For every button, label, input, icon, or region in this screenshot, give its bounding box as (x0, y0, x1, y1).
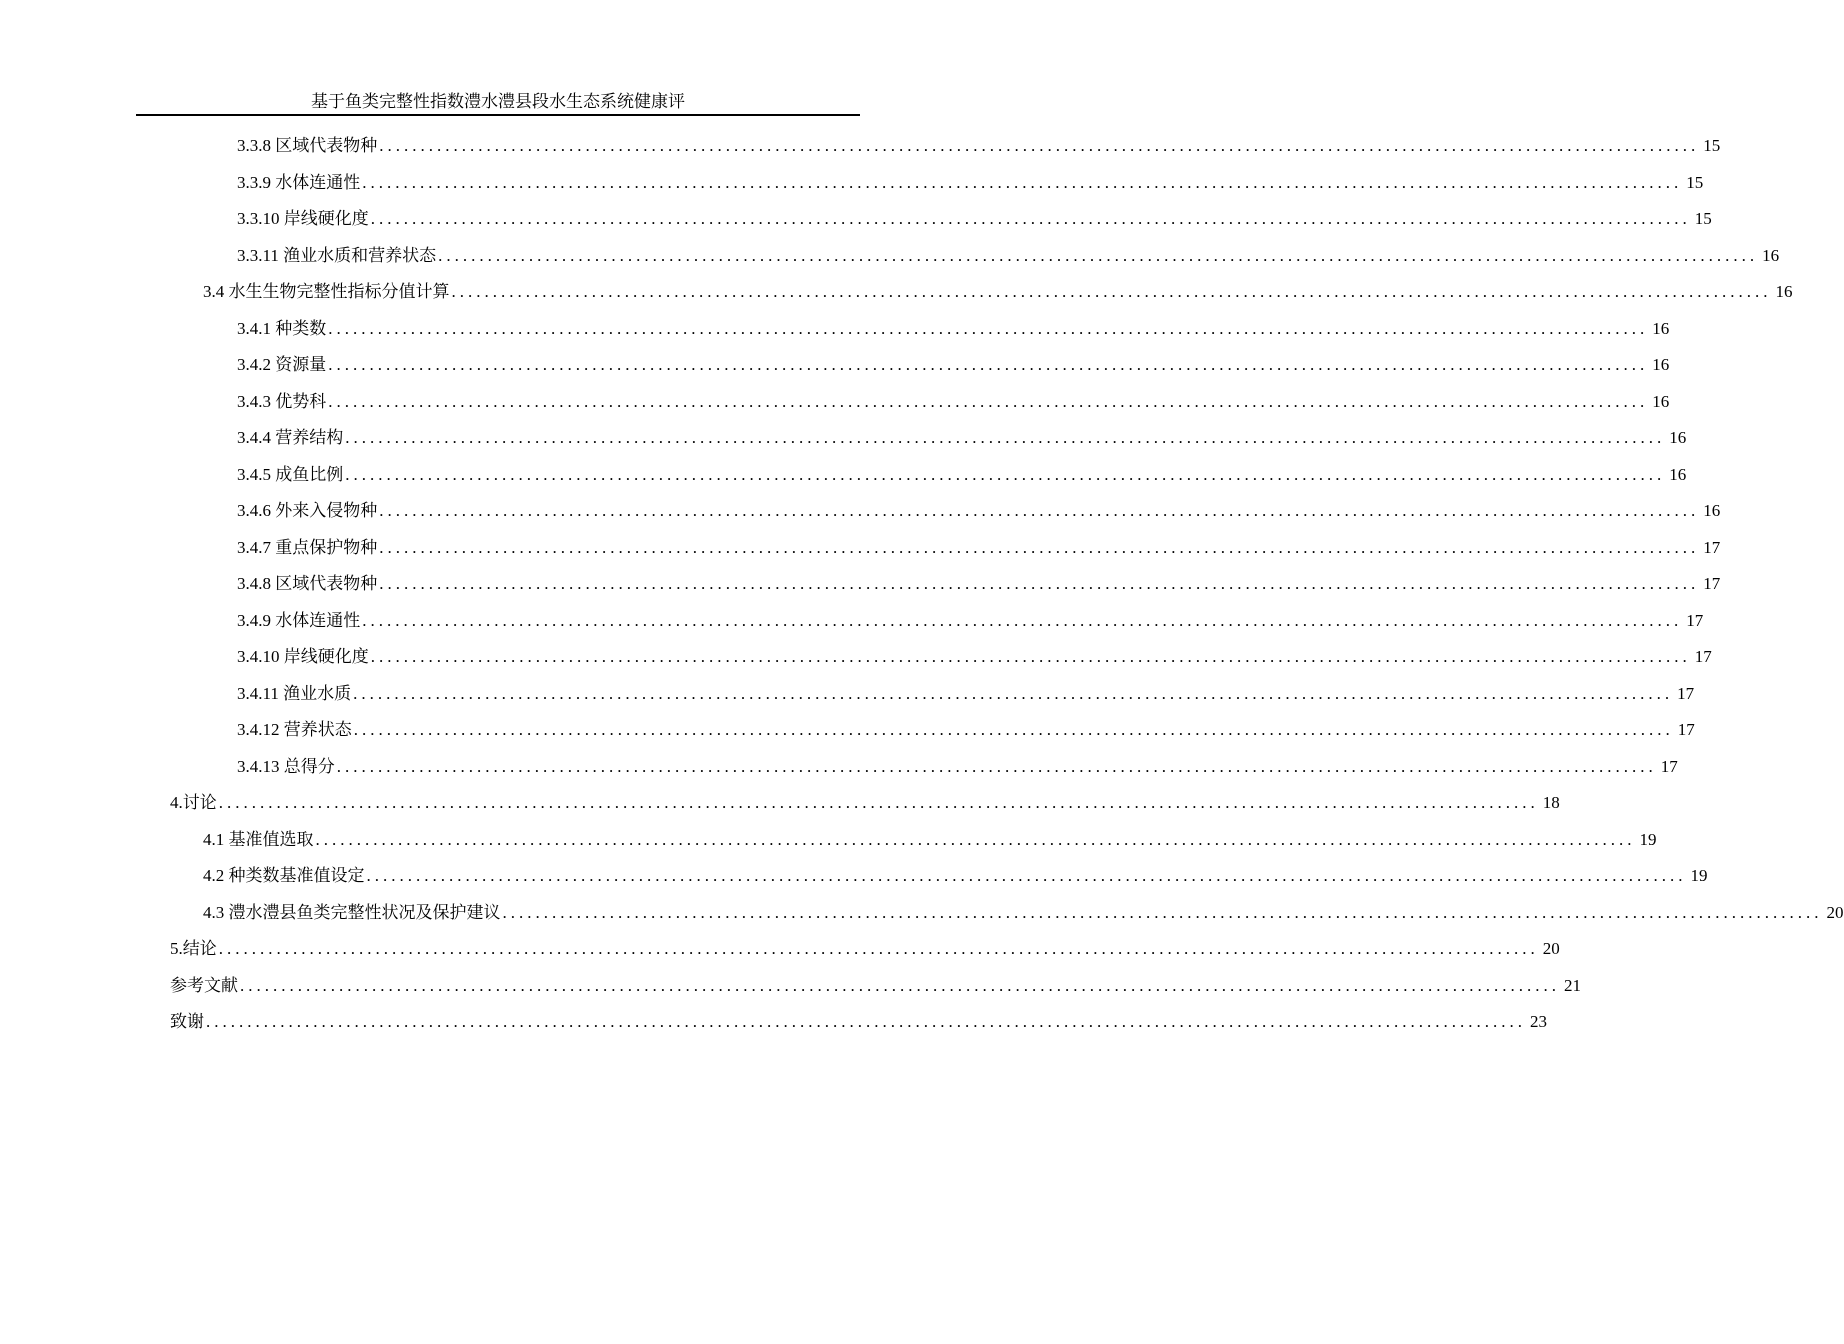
toc-entry[interactable] (237, 314, 1670, 344)
toc-entry[interactable] (237, 679, 1695, 709)
toc-dot-leader: ................................................................................................................................................................ (370, 209, 1691, 228)
toc-entry[interactable] (237, 387, 1670, 417)
toc-dot-leader: ................................................................................................................................................................ (451, 282, 1772, 301)
toc-dot-leader: ................................................................................................................................................................ (379, 574, 1700, 593)
toc-page-number: 16 (1652, 319, 1670, 338)
running-header: 基于鱼类完整性指数澧水澧县段水生态系统健康评 (311, 92, 685, 111)
toc-dot-leader: ................................................................................................................................................................ (379, 538, 1700, 557)
toc-entry-title: 3.4.9 水体连通性 (237, 611, 361, 630)
toc-page-number: 16 (1703, 501, 1721, 520)
toc-entry[interactable] (203, 861, 1708, 891)
toc-entry-title: 3.4.5 成鱼比例 (237, 465, 344, 484)
toc-entry[interactable] (237, 715, 1695, 745)
toc-page-number: 15 (1703, 136, 1721, 155)
toc-entry-title: 3.3.10 岸线硬化度 (237, 209, 369, 228)
toc-page-number: 16 (1762, 246, 1780, 265)
toc-entry-title: 参考文献 (170, 976, 238, 995)
toc-entry[interactable] (237, 752, 1678, 782)
toc-dot-leader: ................................................................................................................................................................ (315, 830, 1636, 849)
toc-dot-leader: ................................................................................................................................................................ (353, 720, 1674, 739)
toc-entry-title: 5.结论 (170, 939, 217, 958)
toc-dot-leader: ................................................................................................................................................................ (379, 136, 1700, 155)
toc-page-number: 16 (1775, 282, 1793, 301)
toc-page-number: 17 (1686, 611, 1704, 630)
toc-page-number: 21 (1564, 976, 1581, 995)
toc-entry-title: 3.4.13 总得分 (237, 757, 335, 776)
toc-entry[interactable] (237, 606, 1704, 636)
toc-entry[interactable] (237, 460, 1687, 490)
toc-page-number: 17 (1677, 720, 1695, 739)
toc-dot-leader: ................................................................................................................................................................ (218, 939, 1539, 958)
toc-entry[interactable] (237, 569, 1721, 599)
toc-entry-title: 4.讨论 (170, 793, 217, 812)
toc-entry[interactable] (203, 898, 1844, 928)
toc-entry-title: 3.4.11 渔业水质 (237, 684, 352, 703)
toc-page-number: 17 (1703, 574, 1721, 593)
toc-entry-title: 3.3.9 水体连通性 (237, 173, 361, 192)
toc-page-number: 17 (1677, 684, 1695, 703)
toc-entry-title: 3.4.12 营养状态 (237, 720, 352, 739)
toc-dot-leader: ................................................................................................................................................................ (379, 501, 1700, 520)
toc-entry-title: 4.3 澧水澧县鱼类完整性状况及保护建议 (203, 903, 501, 922)
toc-page-number: 23 (1530, 1012, 1547, 1031)
toc-entry[interactable] (170, 971, 1581, 1001)
toc-entry[interactable] (203, 277, 1793, 307)
toc-entry[interactable] (237, 350, 1670, 380)
toc-entry[interactable] (237, 168, 1704, 198)
toc-dot-leader: ................................................................................................................................................................ (345, 465, 1666, 484)
toc-page-number: 16 (1669, 428, 1687, 447)
toc-page-number: 16 (1669, 465, 1687, 484)
toc-page-number: 17 (1660, 757, 1678, 776)
toc-entry-title: 4.1 基准值选取 (203, 830, 314, 849)
toc-page-number: 20 (1542, 939, 1560, 958)
toc-entry[interactable] (237, 533, 1721, 563)
toc-dot-leader: ................................................................................................................................................................ (353, 684, 1674, 703)
toc-dot-leader: ................................................................................................................................................................ (336, 757, 1657, 776)
toc-entry-title: 3.4.10 岸线硬化度 (237, 647, 369, 666)
toc-page-number: 19 (1639, 830, 1657, 849)
toc-dot-leader: ................................................................................................................................................................ (218, 793, 1539, 812)
header-rule (136, 114, 860, 116)
toc-page-number: 18 (1542, 793, 1560, 812)
toc-entry[interactable] (237, 204, 1712, 234)
toc-dot-leader: ................................................................................................................................................................ (345, 428, 1666, 447)
toc-dot-leader: ................................................................................................................................................................ (328, 392, 1649, 411)
toc-entry-title: 3.4.2 资源量 (237, 355, 327, 374)
toc-entry[interactable] (170, 788, 1560, 818)
toc-entry-title: 3.4.3 优势科 (237, 392, 327, 411)
toc-dot-leader: ................................................................................................................................................................ (240, 976, 1560, 995)
toc-entry[interactable] (237, 131, 1721, 161)
toc-dot-leader: ................................................................................................................................................................ (438, 246, 1759, 265)
toc-dot-leader: ................................................................................................................................................................ (328, 319, 1649, 338)
toc-entry-title: 3.4.7 重点保护物种 (237, 538, 378, 557)
toc-page-number: 17 (1694, 647, 1712, 666)
toc-entry[interactable] (237, 642, 1712, 672)
toc-entry[interactable] (237, 241, 1780, 271)
toc-entry[interactable] (170, 1007, 1547, 1037)
toc-page-number: 17 (1703, 538, 1721, 557)
toc-page-number: 16 (1652, 392, 1670, 411)
toc-entry-title: 3.4 水生生物完整性指标分值计算 (203, 282, 450, 301)
toc-entry[interactable] (170, 934, 1560, 964)
toc-dot-leader: ................................................................................................................................................................ (328, 355, 1649, 374)
toc-dot-leader: ................................................................................................................................................................ (370, 647, 1691, 666)
toc-entry-title: 3.3.8 区域代表物种 (237, 136, 378, 155)
toc-entry-title: 3.4.6 外来入侵物种 (237, 501, 378, 520)
toc-entry[interactable] (203, 825, 1657, 855)
toc-entry[interactable] (237, 423, 1687, 453)
toc-page-number: 15 (1694, 209, 1712, 228)
toc-entry-title: 3.4.4 营养结构 (237, 428, 344, 447)
toc-page-number: 16 (1652, 355, 1670, 374)
toc-page-number: 20 (1826, 903, 1844, 922)
toc-entry[interactable] (237, 496, 1721, 526)
toc-page-number: 19 (1690, 866, 1708, 885)
toc-dot-leader: ................................................................................................................................................................ (502, 903, 1823, 922)
toc-entry-title: 4.2 种类数基准值设定 (203, 866, 365, 885)
toc-page-number: 15 (1686, 173, 1704, 192)
toc-dot-leader: ................................................................................................................................................................ (362, 173, 1683, 192)
toc-dot-leader: ................................................................................................................................................................ (206, 1012, 1526, 1031)
toc-dot-leader: ................................................................................................................................................................ (366, 866, 1687, 885)
toc-entry-title: 致谢 (170, 1012, 204, 1031)
toc-entry-title: 3.3.11 渔业水质和营养状态 (237, 246, 437, 265)
toc-entry-title: 3.4.8 区域代表物种 (237, 574, 378, 593)
toc-dot-leader: ................................................................................................................................................................ (362, 611, 1683, 630)
toc-entry-title: 3.4.1 种类数 (237, 319, 327, 338)
